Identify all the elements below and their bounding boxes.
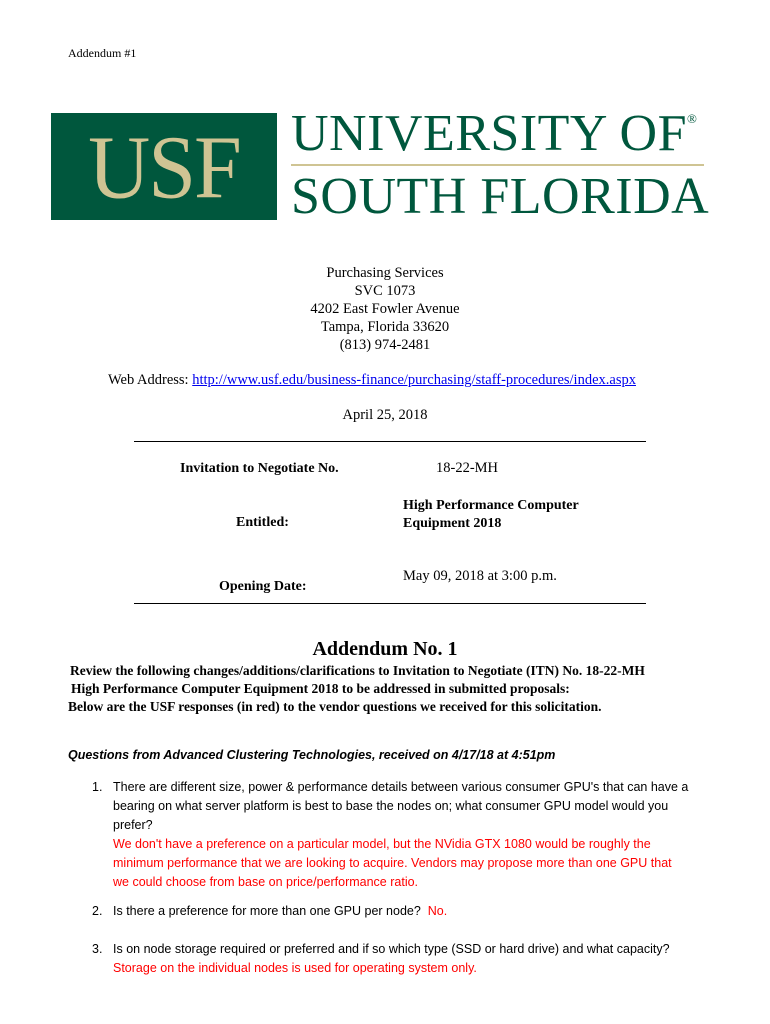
address-city: Tampa, Florida 33620 xyxy=(320,319,450,335)
itn-entitled-value-line1: High Performance Computer xyxy=(403,498,579,513)
itn-entitled-value xyxy=(403,497,579,533)
address-suite: SVC 1073 xyxy=(354,283,416,299)
answer-text-line: We don't have a preference on a particular model, but the NVidia GTX 1080 would be roughly the xyxy=(113,837,651,851)
question-text-line: Is there a preference for more than one GPU per node? xyxy=(113,904,421,918)
question-text-line: Is on node storage required or preferred and if so which type (SSD or hard drive) and what capacity? xyxy=(113,942,670,956)
answer-text-line: minimum performance that we are looking to acquire. Vendors may propose more than one GPU that xyxy=(113,856,672,870)
answer-text-line: Storage on the individual nodes is used for operating system only. xyxy=(113,961,477,975)
web-address xyxy=(108,372,636,389)
usf-logo-mark-text: USF xyxy=(88,116,240,217)
registered-mark: ® xyxy=(687,111,698,126)
top-divider xyxy=(134,441,646,442)
usf-logo-line1-text: UNIVERSITY OF xyxy=(291,105,688,162)
question-item-2 xyxy=(92,902,732,921)
questions-heading: Questions from Advanced Clustering Technologies, received on 4/17/18 at 4:51pm xyxy=(68,748,556,762)
question-item-3 xyxy=(92,940,732,978)
usf-logo-mark xyxy=(51,113,277,220)
question-text-line: prefer? xyxy=(113,818,153,832)
addendum-header-note: Addendum #1 xyxy=(68,46,137,60)
address-dept: Purchasing Services xyxy=(326,265,444,281)
answer-text-line: we could choose from base on price/performance ratio. xyxy=(113,875,419,889)
addendum-intro-line1: Review the following changes/additions/clarifications to Invitation to Negotiate (ITN) No. 18-22-MH xyxy=(70,663,645,678)
usf-logo-rule xyxy=(291,164,704,166)
itn-opening-label: Opening Date: xyxy=(219,579,307,594)
itn-entitled-label: Entitled: xyxy=(236,515,289,530)
question-number: 1. xyxy=(92,780,103,794)
address-phone: (813) 974-2481 xyxy=(339,337,431,353)
question-number: 3. xyxy=(92,942,103,956)
address-block xyxy=(0,264,770,354)
question-item-1 xyxy=(92,778,732,892)
itn-opening-value: May 09, 2018 at 3:00 p.m. xyxy=(403,568,557,584)
addendum-intro xyxy=(68,662,645,716)
address-street: 4202 East Fowler Avenue xyxy=(310,301,460,317)
document-date: April 25, 2018 xyxy=(342,407,428,423)
question-text-line: bearing on what server platform is best to base the nodes on; what consumer GPU model would you xyxy=(113,799,669,813)
usf-logo-line1 xyxy=(291,105,698,162)
addendum-intro-line2: High Performance Computer Equipment 2018 to be addressed in submitted proposals: xyxy=(71,681,570,696)
itn-number-value: 18-22-MH xyxy=(436,460,499,476)
question-number: 2. xyxy=(92,904,103,918)
usf-logo-line2: SOUTH FLORIDA xyxy=(291,168,710,225)
web-address-link[interactable]: http://www.usf.edu/business-finance/purchasing/staff-procedures/index.aspx xyxy=(192,372,636,388)
itn-entitled-value-line2: Equipment 2018 xyxy=(403,516,502,531)
answer-text-line: No. xyxy=(427,904,448,918)
addendum-title: Addendum No. 1 xyxy=(312,638,458,660)
question-text-line: There are different size, power & performance details between various consumer GPU's that can have a xyxy=(113,780,689,794)
itn-number-label: Invitation to Negotiate No. xyxy=(180,461,339,476)
addendum-intro-line3: Below are the USF responses (in red) to the vendor questions we received for this solicitation. xyxy=(68,699,602,714)
bottom-divider xyxy=(134,603,646,604)
web-address-label: Web Address: xyxy=(108,372,193,388)
